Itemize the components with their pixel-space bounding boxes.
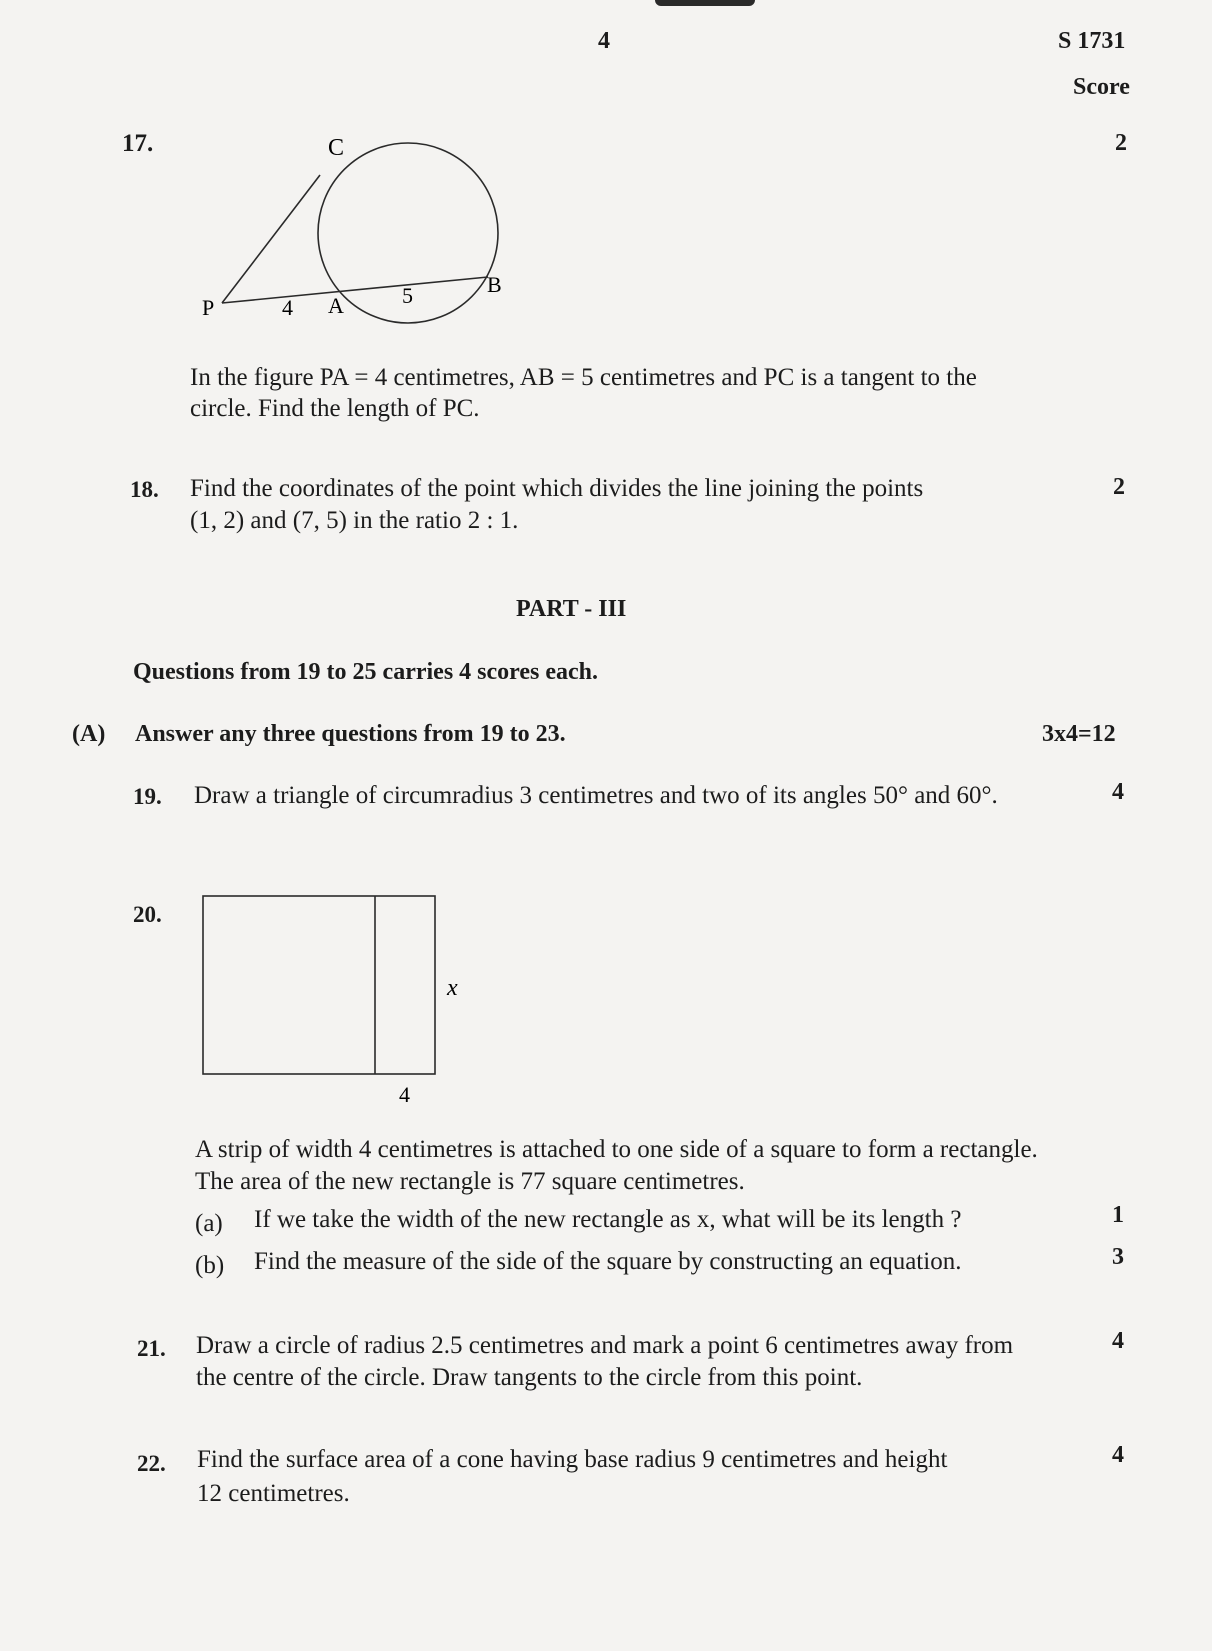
- q20-number: 20.: [133, 902, 162, 927]
- seg-ab-label: 5: [402, 283, 413, 308]
- q21-text-line2: the centre of the circle. Draw tangents to the circle from this point.: [196, 1364, 863, 1391]
- label-4: 4: [399, 1082, 410, 1107]
- q17-tangent-secant-figure: [180, 125, 520, 340]
- q17-score: 2: [1115, 130, 1127, 156]
- q21-text-line1: Draw a circle of radius 2.5 centimetres and mark a point 6 centimetres away from: [196, 1332, 1014, 1359]
- q17-text-line2: circle. Find the length of PC.: [190, 395, 480, 422]
- paper-code: S 1731: [1058, 28, 1126, 54]
- q20-part-a-text: If we take the width of the new rectangle as x, what will be its length ?: [254, 1206, 962, 1233]
- part-instruction: Questions from 19 to 25 carries 4 scores each.: [133, 659, 599, 685]
- q18-text-line1: Find the coordinates of the point which divides the line joining the points: [190, 475, 924, 502]
- q19-text: Draw a triangle of circumradius 3 centimetres and two of its angles 50° and 60°.: [194, 782, 998, 809]
- label-b: B: [487, 272, 502, 297]
- q18-text-line2: (1, 2) and (7, 5) in the ratio 2 : 1.: [190, 507, 519, 534]
- part-title: PART - III: [516, 596, 627, 622]
- q20-rectangle-figure: [195, 890, 475, 1110]
- score-column-label: Score: [1073, 74, 1130, 100]
- q20-text-line1: A strip of width 4 centimetres is attached to one side of a square to form a rectangle.: [195, 1136, 1038, 1163]
- q19-number: 19.: [133, 784, 162, 809]
- q17-number: 17.: [122, 130, 154, 157]
- scan-smudge: [655, 0, 755, 6]
- section-a-score: 3x4=12: [1042, 721, 1116, 747]
- q21-number: 21.: [137, 1336, 166, 1361]
- tangent-pc: [222, 175, 320, 303]
- q20-part-b-label: (b): [195, 1252, 225, 1279]
- label-c: C: [328, 135, 345, 161]
- q19-score: 4: [1112, 779, 1124, 805]
- section-a-text: Answer any three questions from 19 to 23.: [135, 721, 566, 747]
- q20-part-a-score: 1: [1112, 1202, 1124, 1228]
- label-p: P: [202, 295, 215, 320]
- label-x: x: [447, 975, 458, 1001]
- q21-score: 4: [1112, 1328, 1124, 1354]
- section-a-label: (A): [72, 721, 106, 747]
- q20-part-b-text: Find the measure of the side of the square by constructing an equation.: [254, 1248, 962, 1275]
- q22-number: 22.: [137, 1451, 166, 1476]
- q20-part-b-score: 3: [1112, 1244, 1124, 1270]
- seg-pa-label: 4: [282, 295, 293, 320]
- secant-pb: [222, 277, 488, 303]
- q22-text-line2: 12 centimetres.: [197, 1480, 350, 1507]
- q17-text-line1: In the figure PA = 4 centimetres, AB = 5 centimetres and PC is a tangent to the: [190, 364, 977, 391]
- new-rectangle: [203, 896, 435, 1074]
- q22-text-line1: Find the surface area of a cone having base radius 9 centimetres and height: [197, 1446, 948, 1473]
- q20-text-line2: The area of the new rectangle is 77 square centimetres.: [195, 1168, 745, 1195]
- page-number: 4: [598, 28, 610, 54]
- q18-number: 18.: [130, 477, 159, 502]
- label-a: A: [328, 293, 344, 318]
- q18-score: 2: [1113, 474, 1125, 500]
- q22-score: 4: [1112, 1442, 1124, 1468]
- q20-part-a-label: (a): [195, 1210, 223, 1237]
